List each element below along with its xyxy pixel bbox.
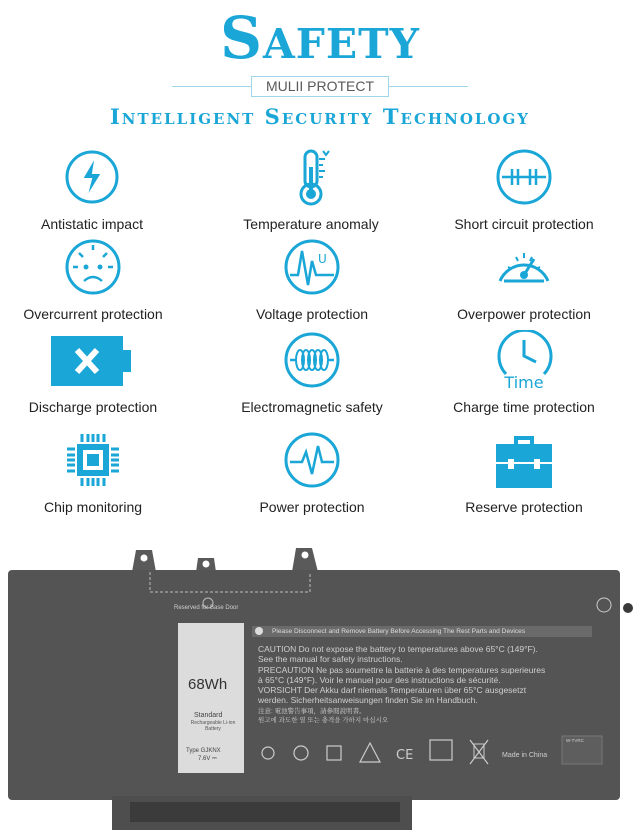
thermometer-icon (281, 147, 341, 207)
page-title: Safety (220, 4, 420, 72)
divider-right (389, 86, 468, 87)
feature-temperature (211, 147, 411, 232)
brand-badge: MULII PROTECT (251, 76, 389, 97)
voltage-label: 7.6V ⎓ (198, 756, 217, 762)
feature-short-circuit (424, 147, 624, 232)
coil-icon (282, 330, 342, 390)
capacity-label: 68Wh (188, 676, 228, 693)
feature-label: Discharge protection (28, 399, 158, 415)
precaution-text: PRECAUTION Ne pas soumettre la batterie à des temperatures superieures (258, 665, 546, 675)
caution-text-2: See the manual for safety instructions. (258, 654, 403, 664)
toolbox-icon (494, 430, 554, 490)
page-subtitle: Intelligent Security Technology (109, 104, 531, 129)
speedometer-icon (494, 237, 554, 297)
feature-charge-time (424, 330, 624, 415)
divider-left (172, 86, 251, 87)
feature-label: Electromagnetic safety (241, 399, 383, 415)
feature-power (212, 430, 412, 515)
vorsicht-text: VORSICHT Der Akku darf niemals Temperaturen über 65°C ausgesetzt (258, 685, 527, 695)
feature-label: Temperature anomaly (243, 216, 379, 232)
feature-discharge (0, 330, 193, 415)
pulse-icon (282, 430, 342, 490)
circuit-icon (494, 147, 554, 207)
label-chemistry: Rechargeable Li-ion Battery (190, 720, 236, 732)
sad-gauge-icon (63, 237, 123, 297)
feature-reserve (424, 430, 624, 515)
cn-warning-2: 원고에 과도한 열 또는 충격을 가하지 마십시오 (258, 717, 389, 724)
feature-chip (0, 430, 193, 515)
battery-image (0, 540, 640, 834)
clock-icon-text: Time (504, 373, 544, 390)
battery-x-icon (48, 330, 138, 390)
feature-label: Chip monitoring (43, 499, 143, 515)
caution-text: CAUTION Do not expose the battery to temperatures above 65°C (149°F). (258, 644, 538, 654)
clock-icon (494, 330, 554, 390)
lightning-icon (62, 147, 122, 207)
feature-label: Overpower protection (457, 306, 591, 322)
cn-warning-1: 注意: 電池警告事項，請參閱說明書。 (258, 708, 366, 715)
feature-overpower (424, 237, 624, 322)
voltage-icon (282, 237, 342, 297)
base-door-label: Reserved for Base Door (174, 605, 239, 611)
small-label: W-TVRC (566, 738, 584, 743)
warning-banner: Please Disconnect and Remove Battery Before Accessing The Rest Parts and Devices (272, 628, 526, 635)
feature-voltage (212, 237, 412, 322)
precaution-text-2: à 65°C (149°F). Voir le manuel pour des instructions de sécurité. (258, 675, 501, 685)
feature-label: Power protection (259, 499, 365, 515)
made-in-label: Made in China (502, 752, 548, 759)
svg-text:U: U (318, 252, 327, 266)
label-standard: Standard (194, 712, 223, 719)
feature-antistatic (0, 147, 192, 232)
feature-electromagnetic (212, 330, 412, 415)
feature-label: Reserve protection (465, 499, 583, 515)
vorsicht-text-2: werden. Sicherheitsanweisungen finden Sie im Handbuch. (258, 695, 478, 705)
feature-label: Overcurrent protection (23, 306, 163, 322)
svg-text:CE: CE (396, 748, 414, 763)
type-code: Type GJKNX (186, 748, 221, 754)
feature-label: Antistatic impact (41, 216, 143, 232)
feature-overcurrent (0, 237, 193, 322)
feature-label: Short circuit protection (454, 216, 594, 232)
chip-icon (63, 430, 123, 490)
feature-label: Voltage protection (255, 306, 369, 322)
feature-label: Charge time protection (453, 399, 595, 415)
